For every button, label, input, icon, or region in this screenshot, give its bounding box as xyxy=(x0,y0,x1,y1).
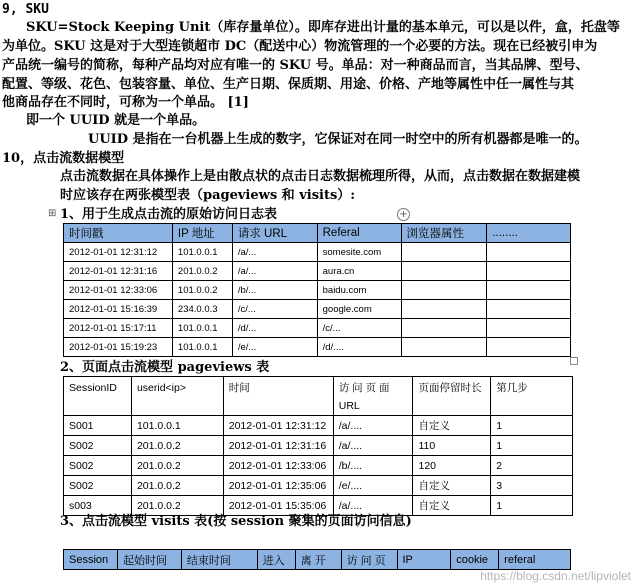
table-cell: 自定义 xyxy=(413,496,491,516)
clickstream-heading: 10，点击流数据模型 xyxy=(2,151,125,166)
col-header: 页面停留时长 xyxy=(413,377,491,416)
col-header: referal xyxy=(499,550,571,570)
table-row xyxy=(64,436,573,456)
visits-table xyxy=(63,549,571,570)
col-header: 离 开 xyxy=(295,550,341,570)
sku-para-line-2: 为单位。SKU 这是对于大型连锁超市 DC（配送中心）物流管理的一个必要的方法。现在已经被引申为 xyxy=(2,39,598,54)
table-cell: 2012-01-01 12:35:06 xyxy=(223,476,333,496)
sku-heading: 9, SKU xyxy=(2,2,49,17)
table-cell: 2012-01-01 15:17:11 xyxy=(64,319,173,338)
table-cell: /a/.... xyxy=(333,436,413,456)
table-cell xyxy=(401,319,487,338)
table-row xyxy=(64,456,573,476)
col-header: cookie xyxy=(451,550,499,570)
table-cell: 120 xyxy=(413,456,491,476)
table-cell: 101.0.0.2 xyxy=(172,281,232,300)
col-header: IP xyxy=(397,550,451,570)
table-header-row xyxy=(64,224,571,243)
table-cell: 201.0.0.2 xyxy=(131,476,223,496)
table-header-row xyxy=(64,550,571,570)
table-cell: 101.0.0.1 xyxy=(172,319,232,338)
table-cell: /a/... xyxy=(232,243,317,262)
table-cell: 110 xyxy=(413,436,491,456)
raw-log-table xyxy=(63,223,571,357)
table-header-row xyxy=(64,377,573,416)
table-cell: /c/... xyxy=(317,319,401,338)
col-header: 起始时间 xyxy=(117,550,181,570)
table-cell: /b/.... xyxy=(333,456,413,476)
table-cell: google.com xyxy=(317,300,401,319)
table-cell xyxy=(487,319,571,338)
add-column-icon[interactable]: + xyxy=(397,208,410,221)
table-cell xyxy=(401,300,487,319)
table-cell: 201.0.0.2 xyxy=(172,262,232,281)
table-cell: /a/.... xyxy=(333,496,413,516)
table-cell: s003 xyxy=(64,496,132,516)
table-cell: S001 xyxy=(64,416,132,436)
table-row xyxy=(64,338,571,357)
table-cell: baidu.com xyxy=(317,281,401,300)
uuid-definition: UUID 是指在一台机器上生成的数字，它保证对在同一时空中的所有机器都是唯一的。 xyxy=(88,132,588,147)
col-header: IP 地址 xyxy=(172,224,232,243)
table-cell: 101.0.0.1 xyxy=(172,338,232,357)
col-header: 时间 xyxy=(223,377,333,416)
col-header: ........ xyxy=(487,224,571,243)
table-cell xyxy=(487,243,571,262)
col-header: 浏览器属性 xyxy=(401,224,487,243)
col-header: 访 问 页 面 URL xyxy=(333,377,413,416)
table-cell: S002 xyxy=(64,436,132,456)
table-cell: 1 xyxy=(491,416,573,436)
table-cell: 1 xyxy=(491,436,573,456)
clickstream-para-line-2: 时应该存在两张模型表（pageviews 和 visits）: xyxy=(60,188,356,203)
table-cell: 2012-01-01 12:31:12 xyxy=(64,243,173,262)
table-cell: 101.0.0.1 xyxy=(172,243,232,262)
table-cell: 2012-01-01 15:19:23 xyxy=(64,338,173,357)
table-cell: /b/... xyxy=(232,281,317,300)
table-cell xyxy=(487,281,571,300)
table-cell: 2012-01-01 15:35:06 xyxy=(223,496,333,516)
table-move-handle-icon[interactable]: ⊞ xyxy=(48,208,57,219)
table-row xyxy=(64,243,571,262)
watermark: https://blog.csdn.net/lipviolet xyxy=(480,569,631,583)
subheading-raw-log: 1、用于生成点击流的原始访问日志表 xyxy=(60,207,278,222)
table-cell: /c/... xyxy=(232,300,317,319)
table-cell: /a/... xyxy=(232,262,317,281)
table-cell: S002 xyxy=(64,456,132,476)
table-row xyxy=(64,319,571,338)
table-cell: 自定义 xyxy=(413,416,491,436)
sku-para-line-3: 产品统一编号的简称，每种产品均对应有唯一的 SKU 号。单品：对一种商品而言，当其品牌、型号、 xyxy=(2,58,589,73)
col-header: 第几步 xyxy=(491,377,573,416)
table-cell: /d/.... xyxy=(317,338,401,357)
table-cell: 2012-01-01 15:16:39 xyxy=(64,300,173,319)
table-cell: 234.0.0.3 xyxy=(172,300,232,319)
col-header: SessionID xyxy=(64,377,132,416)
sku-para-line-1: SKU=Stock Keeping Unit（库存量单位）。即库存进出计量的基本单元，可以是以件，盒，托盘等 xyxy=(26,20,620,35)
table-cell: 3 xyxy=(491,476,573,496)
table-row xyxy=(64,476,573,496)
table-cell xyxy=(401,338,487,357)
table-cell: somesite.com xyxy=(317,243,401,262)
table-row xyxy=(64,300,571,319)
table-row xyxy=(64,281,571,300)
table-cell: /a/.... xyxy=(333,416,413,436)
table-cell: 101.0.0.1 xyxy=(131,416,223,436)
table-cell: 201.0.0.2 xyxy=(131,436,223,456)
table-cell xyxy=(487,262,571,281)
sku-para-line-4: 配置、等级、花色、包装容量、单位、生产日期、保质期、用途、价格、产地等属性中任一属性与其 xyxy=(2,77,575,92)
table-cell: 2012-01-01 12:31:16 xyxy=(223,436,333,456)
table-cell xyxy=(487,338,571,357)
sku-uuid-line: 即一个 UUID 就是一个单品。 xyxy=(26,113,206,128)
table-cell: 2 xyxy=(491,456,573,476)
table-cell: 2012-01-01 12:31:12 xyxy=(223,416,333,436)
table-cell: /d/... xyxy=(232,319,317,338)
clickstream-para-line-1: 点击流数据在具体操作上是由散点状的点击日志数据梳理所得，从而，点击数据在数据建模 xyxy=(60,169,581,184)
table-cell: 1 xyxy=(491,496,573,516)
pageviews-table xyxy=(63,376,573,516)
table-cell: 2012-01-01 12:33:06 xyxy=(64,281,173,300)
subheading-visits: 3、点击流模型 visits 表(按 session 聚集的页面访问信息) xyxy=(60,514,412,529)
table-cell: /e/.... xyxy=(333,476,413,496)
subheading-pageviews: 2、页面点击流模型 pageviews 表 xyxy=(60,360,270,375)
table-cell xyxy=(401,243,487,262)
table-cell: 自定义 xyxy=(413,476,491,496)
table-cell xyxy=(401,281,487,300)
table-cell: S002 xyxy=(64,476,132,496)
table-cell: 2012-01-01 12:33:06 xyxy=(223,456,333,476)
table-cell: /e/... xyxy=(232,338,317,357)
table-row xyxy=(64,262,571,281)
table-cell: 201.0.0.2 xyxy=(131,456,223,476)
table-cell: aura.cn xyxy=(317,262,401,281)
table-cell xyxy=(487,300,571,319)
table-cell: 201.0.0.2 xyxy=(131,496,223,516)
col-header: Referal xyxy=(317,224,401,243)
col-header: userid<ip> xyxy=(131,377,223,416)
col-header: 访 问 页 xyxy=(341,550,397,570)
col-header: 时间戳 xyxy=(64,224,173,243)
table-resize-handle[interactable] xyxy=(570,357,578,365)
col-header: 结束时间 xyxy=(181,550,257,570)
table-cell: 2012-01-01 12:31:16 xyxy=(64,262,173,281)
table-row xyxy=(64,416,573,436)
col-header: 请求 URL xyxy=(232,224,317,243)
col-header: Session xyxy=(64,550,118,570)
col-header: 进入 xyxy=(257,550,295,570)
sku-para-line-5: 他商品存在不同时，可称为一个单品。 [1] xyxy=(2,95,249,110)
table-cell xyxy=(401,262,487,281)
